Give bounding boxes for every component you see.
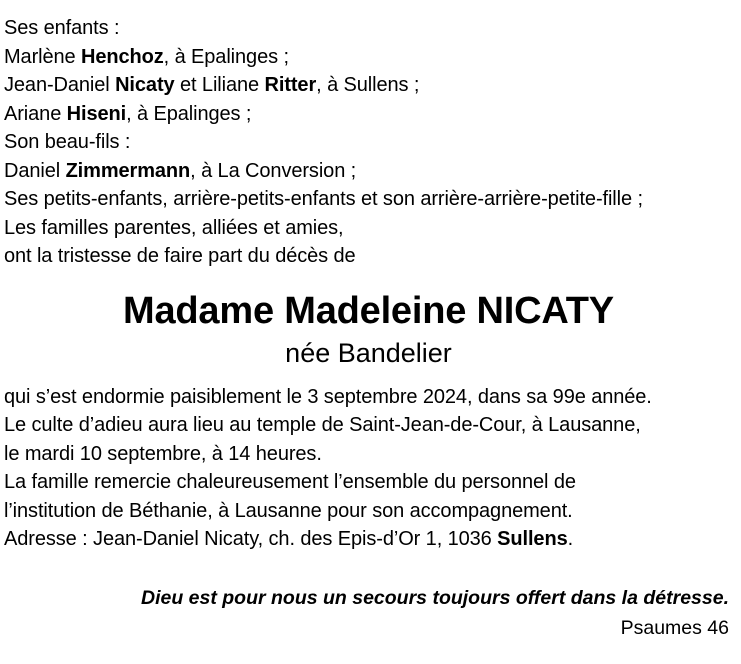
emphasized-text: Sullens: [497, 528, 568, 550]
plain-text: et Liliane: [174, 74, 265, 96]
emphasized-text: Henchoz: [81, 45, 164, 68]
plain-text: Ses enfants :: [4, 17, 120, 39]
notice-line: [4, 43, 733, 72]
plain-text: Les familles parentes, alliées et amies,: [4, 216, 344, 239]
plain-text: .: [567, 528, 574, 550]
plain-text: l’institution de Béthanie, à Lausanne pour son accompagnement.: [4, 499, 573, 522]
notice-line: [4, 440, 733, 469]
notice-line: [4, 525, 733, 554]
emphasized-text: Nicaty: [115, 74, 175, 96]
notice-line: [4, 497, 733, 526]
notice-line: [4, 128, 733, 157]
plain-text: Jean-Daniel: [4, 74, 116, 96]
scripture-quote: Dieu est pour nous un secours toujours offert dans la détresse.: [140, 586, 729, 609]
plain-text: Ariane: [4, 102, 67, 125]
scripture-reference: Psaumes 46: [620, 616, 729, 639]
plain-text: le mardi 10 septembre, à 14 heures.: [4, 442, 322, 465]
notice-line: [4, 14, 733, 43]
notice-line: [4, 71, 733, 100]
notice-line: [4, 100, 733, 129]
family-intro-block: [4, 14, 733, 271]
plain-text: , à La Conversion ;: [190, 159, 357, 182]
quote-block: [4, 584, 733, 642]
notice-line: [4, 185, 733, 214]
notice-line: [4, 468, 733, 497]
plain-text: La famille remercie chaleureusement l’ensemble du personnel de: [4, 471, 576, 493]
plain-text: Le culte d’adieu aura lieu au temple de Saint-Jean-de-Cour, à Lausanne,: [4, 414, 641, 436]
notice-line: [4, 157, 733, 186]
plain-text: Adresse : Jean-Daniel Nicaty, ch. des Epis-d’Or 1, 1036: [4, 528, 498, 550]
notice-line: [4, 242, 733, 271]
deceased-name: Madame Madeleine NICATY: [123, 289, 614, 332]
notice-line: [4, 383, 733, 412]
service-details-block: [4, 383, 733, 554]
plain-text: ont la tristesse de faire part du décès de: [4, 245, 356, 267]
plain-text: Son beau-fils :: [4, 131, 131, 153]
plain-text: Marlène: [4, 45, 82, 68]
emphasized-text: Zimmermann: [65, 159, 191, 182]
notice-line: [4, 214, 733, 243]
plain-text: , à Epalinges ;: [126, 102, 252, 125]
plain-text: , à Sullens ;: [316, 74, 420, 96]
deceased-name-block: [4, 289, 733, 371]
notice-line: [4, 411, 733, 440]
plain-text: qui s’est endormie paisiblement le 3 septembre 2024, dans sa 99e année.: [4, 385, 652, 408]
plain-text: Ses petits-enfants, arrière-petits-enfants et son arrière-arrière-petite-fille ;: [4, 188, 643, 210]
plain-text: Daniel: [4, 159, 66, 182]
emphasized-text: Ritter: [264, 74, 317, 96]
plain-text: , à Epalinges ;: [163, 45, 289, 68]
emphasized-text: Hiseni: [66, 102, 127, 125]
deceased-maiden-name: née Bandelier: [285, 337, 452, 368]
